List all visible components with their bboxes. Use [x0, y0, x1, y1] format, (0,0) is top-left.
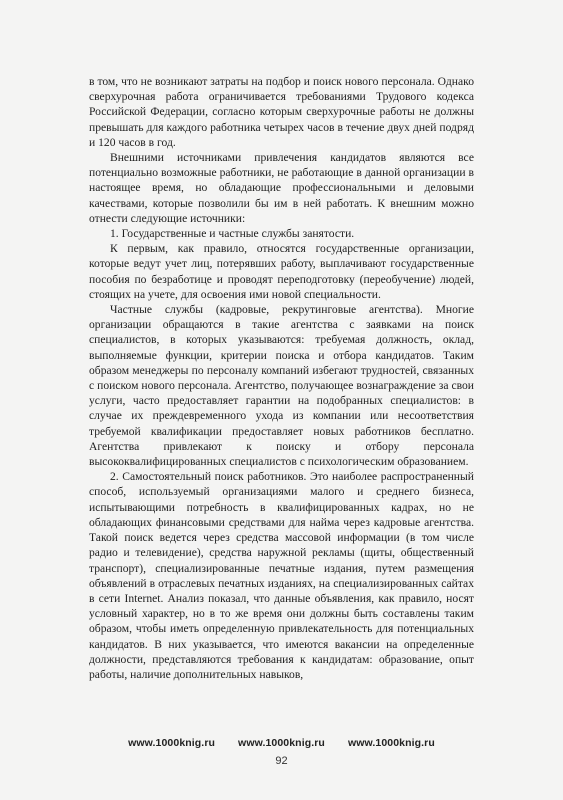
paragraph: Частные службы (кадровые, рекрутинговые агентства). Многие организации обращаются в такие агентства с заявками на поиск специалистов, в которых указываются: требуемая должность, оклад, выполняемые функции, критерии поиска и отбора кандидатов. Таким образом менеджеры по персоналу компаний избегают трудностей, связанных с поиском нового персонала. Агентство, получающее вознаграждение за свои услуги, часто предоставляет гарантии на подобранных специалистов: в случае их преждевременного ухода из компании или несоответствия требуемой квалификации предоставляет новых работников бесплатно. Агентства привлекают к поиску и отбору персонала высококвалифицированных специалистов с психологическим образованием. — [89, 303, 474, 469]
footer-watermark-links — [0, 737, 563, 749]
footer-link[interactable]: www.1000knig.ru — [238, 737, 325, 749]
paragraph: 1. Государственные и частные службы занятости. — [110, 227, 355, 241]
paragraph: 2. Самостоятельный поиск работников. Это наиболее распространенный способ, используемый организациями малого и среднего бизнеса, испытывающими потребность в квалифицированных кадрах, но не обладающих финансовыми средствами для найма через кадровые агентства. Такой поиск ведется через средства массовой информации (в том числе радио и телевидение), средства наружной рекламы (щиты, общественный транспорт), специализированные печатные издания, путем размещения объявлений в отраслевых печатных изданиях, на специализированных сайтах в сети Internet. Анализ показал, что данные объявления, как правило, носят условный характер, но в то же время они должны быть составлены таким образом, чтобы иметь определенную привлекательность для потенциальных кандидатов. В них указывается, что имеются вакансии на определенные должности, представляются требования к кандидатам: образование, опыт работы, наличие дополнительных навыков, — [89, 470, 474, 681]
footer-link[interactable]: www.1000knig.ru — [128, 737, 216, 749]
paragraph: К первым, как правило, относятся государственные организации, которые ведут учет лиц, потерявших работу, выплачивают государственные пособия по безработице и проводят переподготовку (переобучение) людей, стоящих на учете, для освоения ими новой специальности. — [89, 242, 474, 301]
page-number: 92 — [275, 755, 288, 767]
body-text — [89, 74, 474, 682]
paragraph: в том, что не возникают затраты на подбор и поиск нового персонала. Однако сверхурочная работа ограничивается требованиями Трудового кодекса Российской Федерации, согласно которым сверхурочные работы не должны превышать для каждого работника четырех часов в течение двух дней подряд и 120 часов в год. — [89, 75, 474, 149]
paragraph: Внешними источниками привлечения кандидатов являются все потенциально возможные работники, не работающие в данной организации в настоящее время, но обладающие профессиональными и деловыми качествами, которые позволили бы им в ней работать. К внешним можно отнести следующие источники: — [89, 151, 474, 225]
footer-link[interactable]: www.1000knig.ru — [347, 737, 435, 749]
